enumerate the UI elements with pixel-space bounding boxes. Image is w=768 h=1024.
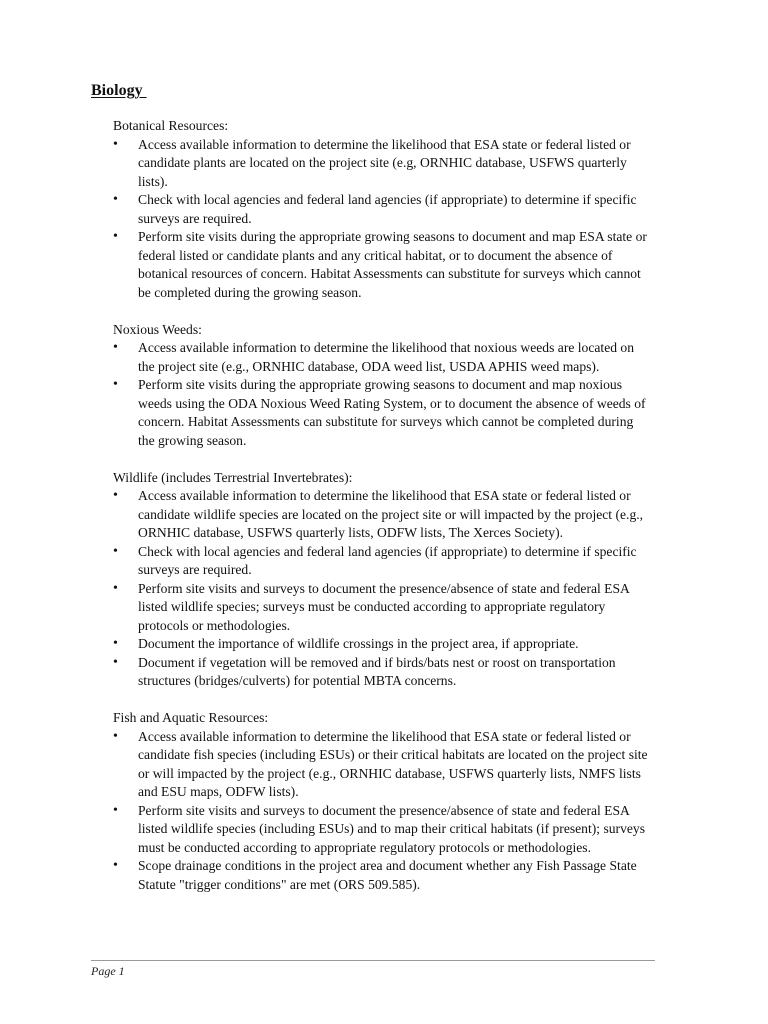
- list-item: • Document the importance of wildlife crossings in the project area, if appropriate.: [113, 635, 653, 654]
- bullet-list: [113, 339, 653, 450]
- list-item: • Perform site visits during the appropriate growing seasons to document and map ESA state or federal listed or candidate plants and any critical habitat, or to document the absence of botanical resources of concern. Habitat Assessments can substitute for surveys which cannot be completed during the growing season.: [113, 228, 653, 302]
- section-title: Fish and Aquatic Resources:: [113, 710, 269, 725]
- list-item: • Access available information to determine the likelihood that ESA state or federal listed or candidate wildlife species are located on the project site or will impacted by the project (e.g., ORNHIC database, USFWS quarterly lists, ODFW lists, The Xerces Society).: [113, 487, 653, 543]
- section-title: Noxious Weeds:: [113, 321, 202, 337]
- list-item: • Scope drainage conditions in the project area and document whether any Fish Passage State Statute "trigger conditions" are met (ORS 509.585).: [113, 857, 653, 894]
- list-item: • Perform site visits and surveys to document the presence/absence of state and federal ESA listed wildlife species (including ESUs) and to map their critical habitats (if present); surveys must be conducted according to appropriate regulatory protocols or methodologies.: [113, 802, 653, 858]
- section-noxious-weeds: [113, 321, 653, 451]
- footer-divider: [91, 960, 655, 961]
- list-item: • Check with local agencies and federal land agencies (if appropriate) to determine if specific surveys are required.: [113, 191, 653, 228]
- list-item: • Access available information to determine the likelihood that ESA state or federal listed or candidate plants are located on the project site (e.g, ORNHIC database, USFWS quarterly lists).: [113, 136, 653, 192]
- section-title: Botanical Resources:: [113, 118, 229, 133]
- list-item: • Perform site visits and surveys to document the presence/absence of state and federal ESA listed wildlife species; surveys must be conducted according to appropriate regulatory protocols or methodologies.: [113, 580, 653, 636]
- bullet-list: [113, 487, 653, 691]
- list-item: • Access available information to determine the likelihood that noxious weeds are located on the project site (e.g., ORNHIC database, ODA weed list, USDA APHIS weed maps).: [113, 339, 653, 376]
- bullet-list: [113, 136, 653, 303]
- page-heading: Biology: [91, 82, 147, 99]
- section-wildlife: [113, 469, 653, 691]
- document-body: [113, 117, 653, 913]
- bullet-list: [113, 728, 653, 895]
- section-title: Wildlife (includes Terrestrial Invertebrates):: [113, 469, 353, 485]
- list-item: • Check with local agencies and federal land agencies (if appropriate) to determine if specific surveys are required.: [113, 543, 653, 580]
- list-item: • Document if vegetation will be removed and if birds/bats nest or roost on transportation structures (bridges/culverts) for potential MBTA concerns.: [113, 654, 653, 691]
- section-fish-aquatic-resources: [113, 709, 653, 894]
- page-number: Page 1: [91, 964, 125, 978]
- list-item: • Access available information to determine the likelihood that ESA state or federal listed or candidate fish species (including ESUs) or their critical habitats are located on the project site or will impacted by the project (e.g., ORNHIC database, USFWS quarterly lists, NMFS lists and ESU maps, ODFW lists).: [113, 728, 653, 802]
- section-botanical-resources: [113, 117, 653, 302]
- list-item: • Perform site visits during the appropriate growing seasons to document and map noxious weeds using the ODA Noxious Weed Rating System, or to document the absence of weeds of concern. Habitat Assessments can substitute for surveys which cannot be completed during the growing season.: [113, 376, 653, 450]
